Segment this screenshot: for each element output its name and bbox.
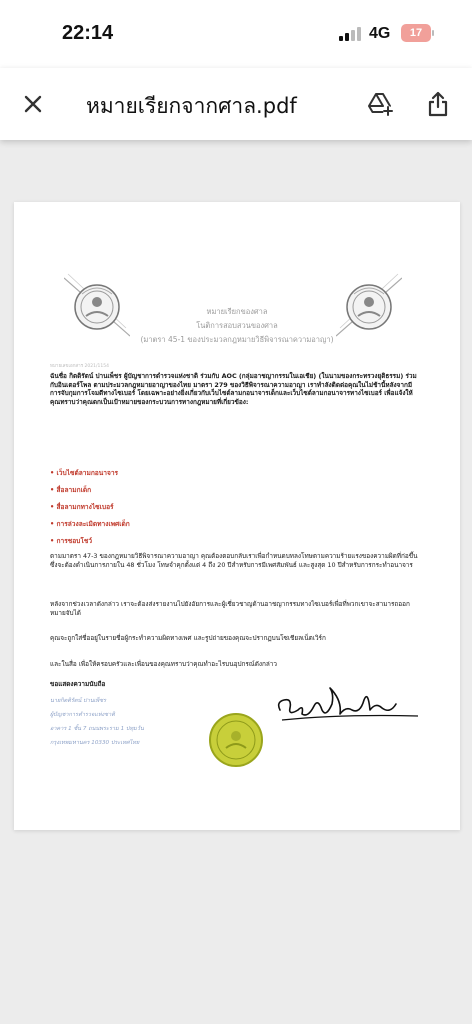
bullet-item: • การล่วงละเมิดทางเพศเด็ก: [50, 520, 130, 528]
signal-icon: [339, 27, 363, 41]
bullet-item: • สื่อลามกเด็ก: [50, 486, 92, 494]
bullet-item: • การชอบโชว์: [50, 537, 93, 545]
share-button[interactable]: [420, 86, 456, 122]
add-to-drive-button[interactable]: [362, 86, 398, 122]
bullet-item: • เว็บไซต์ลามกอนาจาร: [50, 469, 119, 477]
status-time: 22:14: [62, 22, 114, 44]
doc-header-title: หมายเรียกของศาล: [206, 307, 268, 316]
signer-address: อาคาร 1 ชั้น 7 ถนนพระราม 1 ปทุมวัน: [50, 726, 144, 732]
signer-name: นายกิตติรัตน์ ปานเพ็ชร: [50, 698, 107, 704]
bullet-item: • สื่อลามกทางไซเบอร์: [50, 503, 114, 511]
close-button[interactable]: [15, 86, 51, 122]
battery-icon: [401, 24, 431, 42]
document-title: หมายเรียกจากศาล.pdf: [86, 94, 297, 118]
paragraph-deadline: หลังจากช่วงเวลาดังกล่าว เราจะต้องส่งรายงานไปยังอัยการและผู้เชี่ยวชาญด้านอาชญากรรมทางไซเบอร์เพื่อที่พวกเขาจะสามารถออกหมายจับได้: [50, 600, 410, 617]
paragraph-intro: ฉันชื่อ กิตติรัตน์ ปานเพ็ชร ผู้บัญชาการตำรวจแห่งชาติ ร่วมกับ AOC (กลุ่มอาชญากรรมในเอเชีย) (ในนามของกระทรวงยุติธรรม) ร่วมกับอินเตอร์โพล ตามประมวลกฎหมายอาญาของไทย มาตรา 279 ของวิธีพิจารณาความอาญา เราทำลังติดต่อคุณในไม่ช้านี้หลังจากมีการจับกุมการโจมตีทางไซเบอร์ โดยเฉพาะอย่างยิ่งเกี่ยวกับเว็บไซต์ลามกอนาจารเด็กและเว็บไซต์ลามกอนาจารทางไซเบอร์ เพื่อแจ้งให้คุณทราบว่าคุณตกเป็นเป้าหมายของกระบวนการทางกฎหมายที่เกี่ยวข้อง:: [50, 372, 417, 406]
battery-level: 17: [409, 27, 423, 39]
paragraph-registry: คุณจะถูกใส่ชื่ออยู่ในรายชื่อผู้กระทำความผิดทางเพศ และรูปถ่ายของคุณจะปรากฏบนโซเชียลเน็ตเวิร์ก: [50, 634, 326, 642]
paragraph-penalty: ตามมาตรา 47-3 ของกฎหมายวิธีพิจารณาความอาญา คุณต้องตอบกลับเราเพื่อกำหนดบทลงโทษตามความร้ายแรงของความผิดที่ก่อขึ้น ซึ่งจะต้องดำเนินการภายใน 48 ชั่วโมง โทษจำคุกตั้งแต่ 4 ถึง 20 ปีสำหรับการมีเพศสัมพันธ์ และสูงสุด 10 ปีสำหรับการกระทำอนาจาร: [50, 552, 418, 569]
closing-salutation: ขอแสดงความนับถือ: [50, 680, 106, 688]
pdf-viewer-toolbar: [0, 68, 472, 140]
signer-city: กรุงเทพมหานคร 10330 ประเทศไทย: [50, 740, 140, 746]
signer-title: ผู้บัญชาการตำรวจแห่งชาติ: [50, 712, 115, 718]
share-icon: [427, 91, 449, 117]
document-reference: หมายเลขเอกสาร 2021/1154: [50, 364, 109, 369]
official-seal-stamp: [208, 712, 264, 768]
doc-header-section: (มาตรา 45-1 ของประมวลกฎหมายวิธีพิจารณาความอาญา): [140, 335, 334, 344]
network-type: 4G: [369, 25, 391, 42]
close-icon: [22, 93, 44, 115]
paragraph-media: และในสื่อ เพื่อให้ครอบครัวและเพื่อนของคุณทราบว่าคุณทำอะไรบนอุปกรณ์ดังกล่าว: [50, 660, 277, 668]
status-bar: [0, 0, 472, 68]
pdf-page[interactable]: [14, 202, 460, 830]
drive-add-icon: [366, 91, 394, 117]
handwritten-signature: [272, 680, 422, 728]
doc-header-subtitle: โนติการสอบสวนของศาล: [196, 321, 278, 330]
